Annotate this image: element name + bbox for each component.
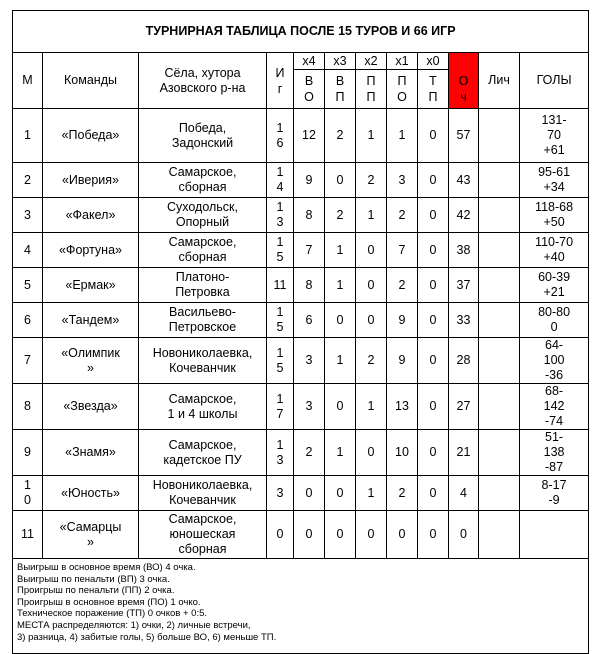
cell-place-line: 5 [24,277,31,292]
cell-goals-line: +40 [543,250,565,264]
cell-tp: 0 [418,198,449,233]
cell-place [13,511,43,559]
cell-goals [520,163,589,198]
cell-vp: 1 [325,338,356,384]
cell-village-line: Кочеванчик [169,493,236,507]
cell-vo: 2 [294,430,325,476]
cell-village-line: Самарское, [168,235,237,249]
cell-personal [479,338,520,384]
cell-goals-line: 138 [543,445,565,459]
cell-place [13,476,43,511]
footnote-line: Проигрыш в основное время (ПО) 1 очко. [17,596,201,608]
cell-team-line: «Знамя» [65,445,116,459]
cell-place-line: 11 [21,527,34,541]
cell-vo: 3 [294,338,325,384]
cell-place-line: 6 [24,312,31,327]
cell-vo: 12 [294,109,325,163]
cell-village-line: Петровское [168,320,237,334]
cell-po: 3 [387,163,418,198]
cell-pp: 1 [356,384,387,430]
cell-games-line: 3 [276,452,284,467]
cell-po: 2 [387,476,418,511]
cell-tp: 0 [418,384,449,430]
cell-goals [520,109,589,163]
cell-goals-line: 51- [545,430,564,444]
cell-team-line: «Ермак» [65,277,116,292]
cell-tp: 0 [418,511,449,559]
cell-village [139,163,267,198]
cell-team [43,430,139,476]
cell-vo: 3 [294,384,325,430]
cell-goals-line: +34 [543,180,565,194]
cell-goals-line: -87 [545,460,564,474]
cell-team-line: «Звезда» [63,399,118,413]
cell-po: 1 [387,109,418,163]
header-points [449,53,479,109]
header-x1-code: О [397,90,407,104]
table-row [13,198,589,233]
cell-team-line: «Олимпик [61,345,120,360]
header-team: Команды [43,53,139,109]
cell-village [139,303,267,338]
cell-games-line: 1 [276,437,284,452]
cell-place [13,338,43,384]
cell-points: 21 [449,430,479,476]
header-games-line: И [275,65,285,80]
cell-points: 43 [449,163,479,198]
cell-vp: 1 [325,233,356,268]
cell-points: 0 [449,511,479,559]
cell-goals-line: 110-70 [535,235,574,249]
cell-vp: 0 [325,163,356,198]
cell-team [43,384,139,430]
cell-goals-line: 131- [541,113,567,127]
table-row [13,511,589,559]
cell-personal [479,163,520,198]
cell-games-line: 1 [276,200,284,214]
table-row [13,233,589,268]
cell-goals-line: +50 [543,215,565,229]
table-row [13,303,589,338]
cell-points: 57 [449,109,479,163]
cell-games-line: 11 [273,277,287,292]
header-x2 [356,53,387,109]
cell-personal [479,430,520,476]
cell-vp: 0 [325,384,356,430]
cell-games-line: 1 [276,120,284,135]
cell-games-line: 0 [276,527,284,541]
cell-games-line: 6 [276,135,284,150]
cell-goals-line: 142 [543,399,565,413]
cell-pp: 1 [356,109,387,163]
cell-points: 4 [449,476,479,511]
cell-team [43,163,139,198]
cell-goals-line: 118-68 [535,200,574,214]
header-x2-code: П [366,74,376,88]
cell-goals-line: -9 [548,493,560,507]
cell-team-line: » [87,534,94,549]
cell-vo: 8 [294,198,325,233]
cell-games-line: 1 [276,305,284,319]
cell-goals-line: 70 [547,128,561,142]
footnote-line: МЕСТА распределяются: 1) очки, 2) личные встречи, [17,619,251,631]
cell-place-line: 7 [24,353,31,367]
cell-games [267,303,294,338]
cell-games-line: 5 [276,360,284,375]
cell-village-line: Суходольск, [166,200,239,214]
cell-place-line: 3 [24,207,31,222]
cell-vp: 2 [325,198,356,233]
cell-place-line: 2 [24,172,31,187]
cell-vp: 1 [325,430,356,476]
cell-team [43,338,139,384]
header-row [13,53,589,109]
header-x0-mult: х0 [418,53,448,70]
cell-village-line: сборная [178,250,227,264]
cell-points: 28 [449,338,479,384]
cell-games [267,384,294,430]
header-x3 [325,53,356,109]
cell-place-line: 1 [24,128,31,142]
cell-personal [479,268,520,303]
cell-tp: 0 [418,338,449,384]
cell-team [43,268,139,303]
cell-goals [520,303,589,338]
cell-games-line: 1 [276,235,284,249]
cell-vo: 7 [294,233,325,268]
footnote-line: Проигрыш по пенальти (ПП) 2 очка. [17,585,175,597]
table-row [13,109,589,163]
cell-village-line: Опорный [175,215,230,229]
cell-games [267,233,294,268]
cell-village-line: сборная [178,180,227,194]
cell-tp: 0 [418,476,449,511]
cell-games-line: 1 [276,345,284,360]
cell-po: 2 [387,198,418,233]
cell-village [139,268,267,303]
cell-games [267,198,294,233]
cell-pp: 0 [356,303,387,338]
cell-village-line: Васильево- [169,305,236,319]
cell-team [43,511,139,559]
cell-vo: 0 [294,476,325,511]
cell-village [139,109,267,163]
cell-points: 33 [449,303,479,338]
cell-games-line: 1 [276,391,284,406]
header-points-line: ч [460,90,467,104]
cell-goals-line: 8-17 [541,478,567,492]
cell-personal [479,511,520,559]
cell-team [43,109,139,163]
header-x2-mult: х2 [356,53,386,70]
cell-goals-line: -36 [545,368,564,382]
cell-games-line: 5 [276,320,284,334]
cell-games [267,109,294,163]
cell-village-line: Самарское, [168,165,237,179]
cell-team [43,303,139,338]
cell-team [43,476,139,511]
standings-table [12,10,589,654]
header-x1-code: П [397,74,407,88]
footnote-line: 3) разница, 4) забитые голы, 5) больше ВО, 6) меньше ТП. [17,631,277,643]
cell-pp: 1 [356,476,387,511]
cell-games [267,430,294,476]
cell-village [139,430,267,476]
cell-village [139,511,267,559]
table-title: ТУРНИРНАЯ ТАБЛИЦА ПОСЛЕ 15 ТУРОВ И 66 ИГР [13,11,589,53]
header-x4-mult: х4 [294,53,324,70]
cell-games [267,268,294,303]
cell-games [267,511,294,559]
cell-place [13,430,43,476]
cell-team-line: «Самарцы [59,519,122,534]
cell-games-line: 4 [276,180,284,194]
cell-team-line: «Юность» [61,485,120,500]
header-village: Сёла, хутора Азовского р-на [139,53,267,109]
cell-games-line: 3 [276,485,284,500]
cell-village-line: сборная [178,542,227,556]
rules-footnote [13,559,589,654]
cell-personal [479,109,520,163]
cell-vo: 0 [294,511,325,559]
header-place: М [13,53,43,109]
cell-goals-line: 64- [545,338,564,352]
header-x0 [418,53,449,109]
cell-personal [479,303,520,338]
cell-tp: 0 [418,233,449,268]
table-row [13,268,589,303]
cell-points: 42 [449,198,479,233]
cell-vp: 2 [325,109,356,163]
cell-personal [479,198,520,233]
cell-goals-line: -74 [545,414,564,428]
cell-pp: 2 [356,338,387,384]
header-games [267,53,294,109]
cell-village-line: Самарское, [168,437,237,452]
cell-tp: 0 [418,109,449,163]
cell-team-line: «Фортуна» [58,242,122,257]
cell-place-line: 8 [24,399,31,413]
cell-po: 9 [387,303,418,338]
cell-pp: 1 [356,198,387,233]
cell-place-line: 4 [24,242,31,257]
cell-goals-line: +21 [543,285,565,299]
cell-games [267,476,294,511]
cell-personal [479,384,520,430]
cell-team-line: «Победа» [61,128,120,142]
cell-po: 0 [387,511,418,559]
cell-goals-line: 95-61 [538,165,571,179]
cell-pp: 0 [356,268,387,303]
cell-vp: 1 [325,268,356,303]
header-points-line: О [458,74,469,88]
header-games-line: г [277,81,283,96]
header-x4 [294,53,325,109]
cell-place [13,303,43,338]
table-row [13,338,589,384]
table-row [13,430,589,476]
cell-vp: 0 [325,511,356,559]
table-row [13,384,589,430]
footnote-line: Выигрыш в основное время (ВО) 4 очка. [17,562,196,573]
footnote-line: Выигрыш по пенальти (ВП) 3 очка. [17,573,170,585]
cell-goals-line: 80-80 [538,305,571,319]
cell-pp: 0 [356,233,387,268]
cell-pp: 2 [356,163,387,198]
cell-vo: 8 [294,268,325,303]
header-x3-code: П [335,90,345,104]
cell-vo: 9 [294,163,325,198]
cell-points: 27 [449,384,479,430]
cell-goals [520,268,589,303]
cell-village [139,338,267,384]
cell-place-line: 1 [24,478,31,492]
cell-po: 7 [387,233,418,268]
header-x3-mult: х3 [325,53,355,70]
cell-place [13,109,43,163]
cell-goals [520,430,589,476]
cell-tp: 0 [418,268,449,303]
cell-village [139,198,267,233]
cell-village-line: юношеская [169,527,236,541]
cell-goals-line: 60-39 [538,270,571,284]
cell-goals [520,511,589,559]
header-goals: ГОЛЫ [520,53,589,109]
cell-goals [520,198,589,233]
standings-table-container [12,10,588,654]
cell-personal [479,476,520,511]
cell-vp: 0 [325,303,356,338]
cell-personal [479,233,520,268]
cell-po: 13 [387,384,418,430]
header-x4-code: О [304,90,314,104]
cell-games-line: 1 [276,165,284,179]
cell-village [139,476,267,511]
cell-team [43,233,139,268]
cell-place [13,268,43,303]
header-x1 [387,53,418,109]
cell-po: 2 [387,268,418,303]
cell-goals-line: +61 [543,143,565,157]
cell-village-line: Кочеванчик [169,360,236,375]
cell-village-line: Платоно- [175,270,230,284]
cell-goals-line: 0 [550,320,558,334]
footnote-line: Техническое поражение (ТП) 0 очков + 0:5. [17,608,208,620]
cell-village [139,233,267,268]
cell-village-line: кадетское ПУ [163,452,242,467]
header-x0-code: П [428,90,438,104]
cell-place [13,384,43,430]
cell-village-line: Петровка [175,285,230,299]
cell-tp: 0 [418,430,449,476]
cell-games-line: 3 [276,215,284,229]
cell-vp: 0 [325,476,356,511]
table-row [13,163,589,198]
cell-village-line: Победа, [178,120,227,135]
cell-village-line: Новониколаевка, [152,345,253,360]
cell-tp: 0 [418,163,449,198]
header-x0-code: Т [429,74,437,88]
header-personal: Лич [479,53,520,109]
cell-vo: 6 [294,303,325,338]
cell-village [139,384,267,430]
table-row [13,476,589,511]
cell-team-line: «Факел» [65,207,116,222]
cell-games-line: 7 [276,406,284,421]
cell-team [43,198,139,233]
cell-place-line: 0 [24,493,31,507]
cell-village-line: Новониколаевка, [152,478,253,492]
cell-pp: 0 [356,511,387,559]
cell-team-line: » [87,360,94,375]
cell-goals-line: 68- [545,384,564,398]
cell-points: 38 [449,233,479,268]
cell-tp: 0 [418,303,449,338]
cell-village-line: 1 и 4 школы [167,406,238,421]
cell-place [13,198,43,233]
cell-village-line: Самарское, [168,512,237,526]
cell-place [13,233,43,268]
header-x3-code: В [335,74,345,88]
cell-team-line: «Иверия» [61,172,120,187]
cell-po: 10 [387,430,418,476]
cell-team-line: «Тандем» [61,312,120,327]
cell-games [267,163,294,198]
cell-place-line: 9 [24,445,31,459]
cell-po: 9 [387,338,418,384]
cell-village-line: Задонский [171,135,234,150]
cell-goals [520,338,589,384]
cell-goals [520,384,589,430]
cell-goals [520,476,589,511]
footer-row [13,559,589,654]
cell-games [267,338,294,384]
header-x1-mult: х1 [387,53,417,70]
cell-goals-line: 100 [543,353,565,367]
header-x4-code: В [304,74,314,88]
cell-goals [520,233,589,268]
cell-points: 37 [449,268,479,303]
header-x2-code: П [366,90,376,104]
cell-village-line: Самарское, [168,391,237,406]
cell-games-line: 5 [276,250,284,264]
cell-place [13,163,43,198]
cell-pp: 0 [356,430,387,476]
